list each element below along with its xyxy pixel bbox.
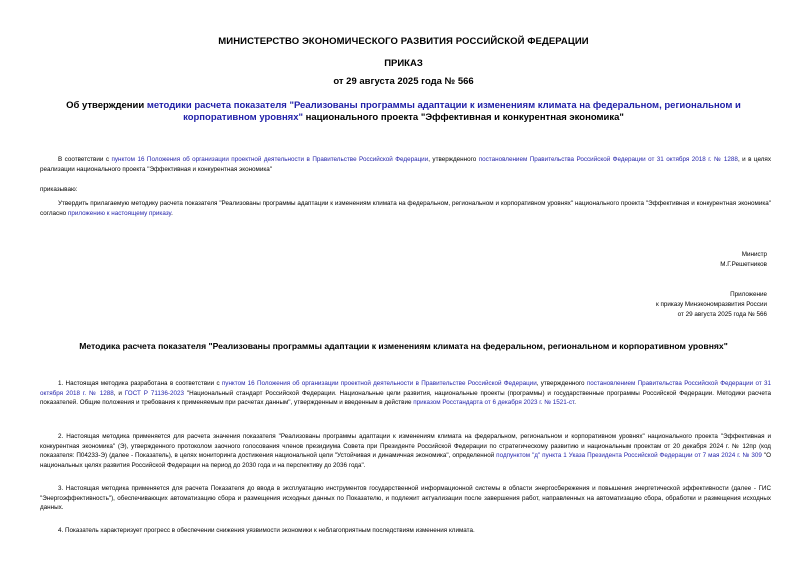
item2-link-decree[interactable]: подпунктом "д" пункта 1 Указа Президента Российской Федерации от 7 мая 2024 г. № 309 [496, 452, 762, 460]
appendix-block [467, 290, 767, 320]
item1-text-2: , утвержденного [536, 380, 587, 387]
item1-text-4: "Национальный стандарт Российской Федерации. Национальные цели развития, национальные проекты (программы) и государственные программы Российской Федерации. Методики расчета показателей. Общие положения и требования к применяемым при расчетах данным", утвержденным и введенным в действие [40, 389, 771, 407]
method-item-4: 4. Показатель характеризует прогресс в обеспечении снижения уязвимости экономики к неблагоприятным последствиям изменения климата. [58, 527, 475, 534]
preamble-text-2: , утвержденного [428, 156, 479, 163]
method-item-3: 3. Настоящая методика применяется для расчета Показателя до ввода в эксплуатацию инструментов государственной информационной системы в области энергосбережения и повышения энергетической эффективности (далее - ГИС "Энергоэффективность"), обеспечивающих автоматизацию сбора и размещения исходных данных по Показателю, и подлежит актуализации после завершения работ, направленных на автоматизацию сбора, обработки и размещения исходных данных. [40, 485, 771, 512]
signature-block [467, 250, 767, 270]
ministry-heading: МИНИСТЕРСТВО ЭКОНОМИЧЕСКОГО РАЗВИТИЯ РОССИЙСКОЙ ФЕДЕРАЦИИ [218, 36, 589, 47]
doc-date-number: от 29 августа 2025 года № 566 [333, 76, 474, 87]
preamble-text-3: , и в целях реализации национального проекта "Эффективная и конкурентная экономика" [40, 156, 771, 173]
preamble-link-resolution[interactable]: постановлением Правительства Российской Федерации от 31 октября 2018 г. № 1288 [478, 156, 738, 163]
order-text-2: . [171, 209, 173, 217]
method-title: Методика расчета показателя "Реализованы программы адаптации к изменениям климата на федеральном, региональном и корпоративном уровнях" [79, 341, 728, 351]
method-item-1 [40, 379, 771, 408]
item1-link-rosstandart-order[interactable]: приказом Росстандарта от 6 декабря 2023 г. № 1521-ст [413, 399, 575, 407]
doc-type-heading: ПРИКАЗ [384, 58, 423, 69]
order-word: приказываю: [40, 186, 78, 193]
signature-position: Министр [741, 251, 767, 258]
preamble-link-regulation[interactable]: пунктом 16 Положения об организации проектной деятельности в Правительстве Российской Федерации [111, 156, 429, 163]
item1-text-5: . [574, 399, 576, 407]
item1-link-gost[interactable]: ГОСТ Р 71136-2023 [124, 389, 184, 397]
appendix-line-2: к приказу Минэкономразвития России [655, 301, 767, 308]
preamble-text-1: В соответствии с [58, 156, 112, 163]
item1-text-3: , и [113, 389, 125, 397]
order-paragraph [40, 199, 771, 218]
preamble-paragraph [40, 155, 771, 174]
item2-text-1: 2. Настоящая методика применяется для расчета значения показателя "Реализованы программы адаптации к изменениям климата на федеральном, региональном и корпоративном уровнях" национального проекта "Эффективная и конкурентная экономика" (Э), утвержденного протоколом заочного голосования членов президиума Совета при Президенте Российской Федерации по стратегическому развитию и национальным проектам от 20 декабря 2024 г. № 12пр (код показателя: П04233-Э) (далее - Показатель), в целях мониторинга достижения национальной цели "Устойчивая и динамичная экономика", определенной [40, 433, 771, 460]
item1-link-resolution[interactable]: постановлением Правительства Российской Федерации от 31 октября 2018 г. № 1288 [40, 380, 771, 397]
title-suffix: национального проекта "Эффективная и конкурентная экономика" [303, 112, 624, 123]
appendix-line-1: Приложение [730, 291, 767, 298]
signature-name: М.Г.Решетников [720, 261, 767, 268]
method-item-2 [40, 432, 771, 471]
item1-link-regulation[interactable]: пунктом 16 Положения об организации проектной деятельности в Правительстве Российской Федерации [221, 380, 537, 387]
item2-text-2: "О национальных целях развития Российской Федерации на период до 2030 года и на перспективу до 2036 года". [40, 452, 771, 470]
title-method-link[interactable]: методики расчета показателя "Реализованы программы адаптации к изменениям климата на федеральном, региональном и корпоративном уровнях" [146, 100, 741, 123]
item1-text-1: 1. Настоящая методика разработана в соответствии с [58, 380, 222, 387]
title-prefix: Об утверждении [66, 100, 147, 111]
document-title [40, 100, 767, 124]
order-link-appendix[interactable]: приложению к настоящему приказу [67, 209, 172, 217]
appendix-line-3: от 29 августа 2025 года № 566 [677, 311, 767, 318]
order-text-1: Утвердить прилагаемую методику расчета показателя "Реализованы программы адаптации к изменениям климата на федеральном, региональном и корпоративном уровнях" национального проекта "Эффективная и конкурентная экономика" согласно [40, 200, 771, 217]
